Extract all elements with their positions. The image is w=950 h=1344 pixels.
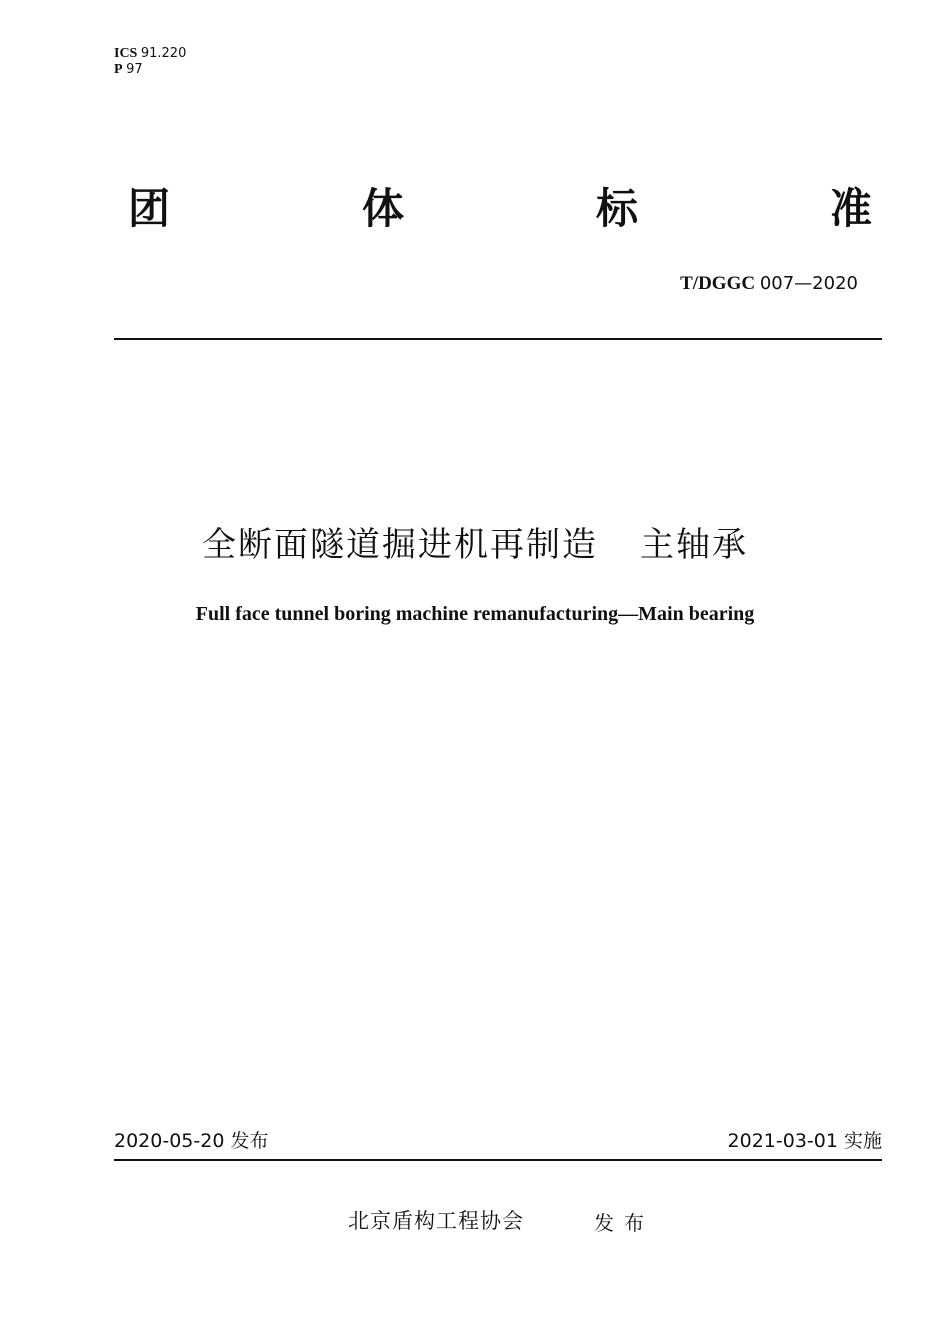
english-title: Full face tunnel boring machine remanufacturing—Main bearing xyxy=(195,603,755,625)
standard-type-char: 体 xyxy=(361,184,404,233)
standard-code-prefix: T/DGGC xyxy=(680,273,756,294)
standard-type-heading xyxy=(128,184,872,234)
publish-date: 2020-05-20 发布 xyxy=(114,1130,269,1152)
publish-verb: 发布 xyxy=(594,1211,654,1235)
chinese-title xyxy=(0,520,950,570)
p-value: 97 xyxy=(126,62,143,77)
publisher-name: 北京盾构工程协会 xyxy=(348,1209,524,1233)
top-divider xyxy=(114,338,882,340)
standard-type-char: 团 xyxy=(128,184,171,233)
chinese-title-sub: 主轴承 xyxy=(640,525,748,565)
standard-code xyxy=(680,272,858,296)
ics-value: 91.220 xyxy=(140,46,187,61)
standard-code-number: 007—2020 xyxy=(759,273,858,294)
p-label: P xyxy=(114,62,123,77)
bottom-divider xyxy=(114,1159,882,1161)
classification-block xyxy=(114,46,186,78)
p-line xyxy=(114,62,186,78)
standard-type-char: 准 xyxy=(829,184,872,233)
standard-type-char: 标 xyxy=(595,184,638,233)
implement-date: 2021-03-01 实施 xyxy=(727,1130,882,1152)
chinese-title-main: 全断面隧道掘进机再制造 xyxy=(202,525,598,565)
ics-line xyxy=(114,46,186,62)
ics-label: ICS xyxy=(114,46,138,61)
